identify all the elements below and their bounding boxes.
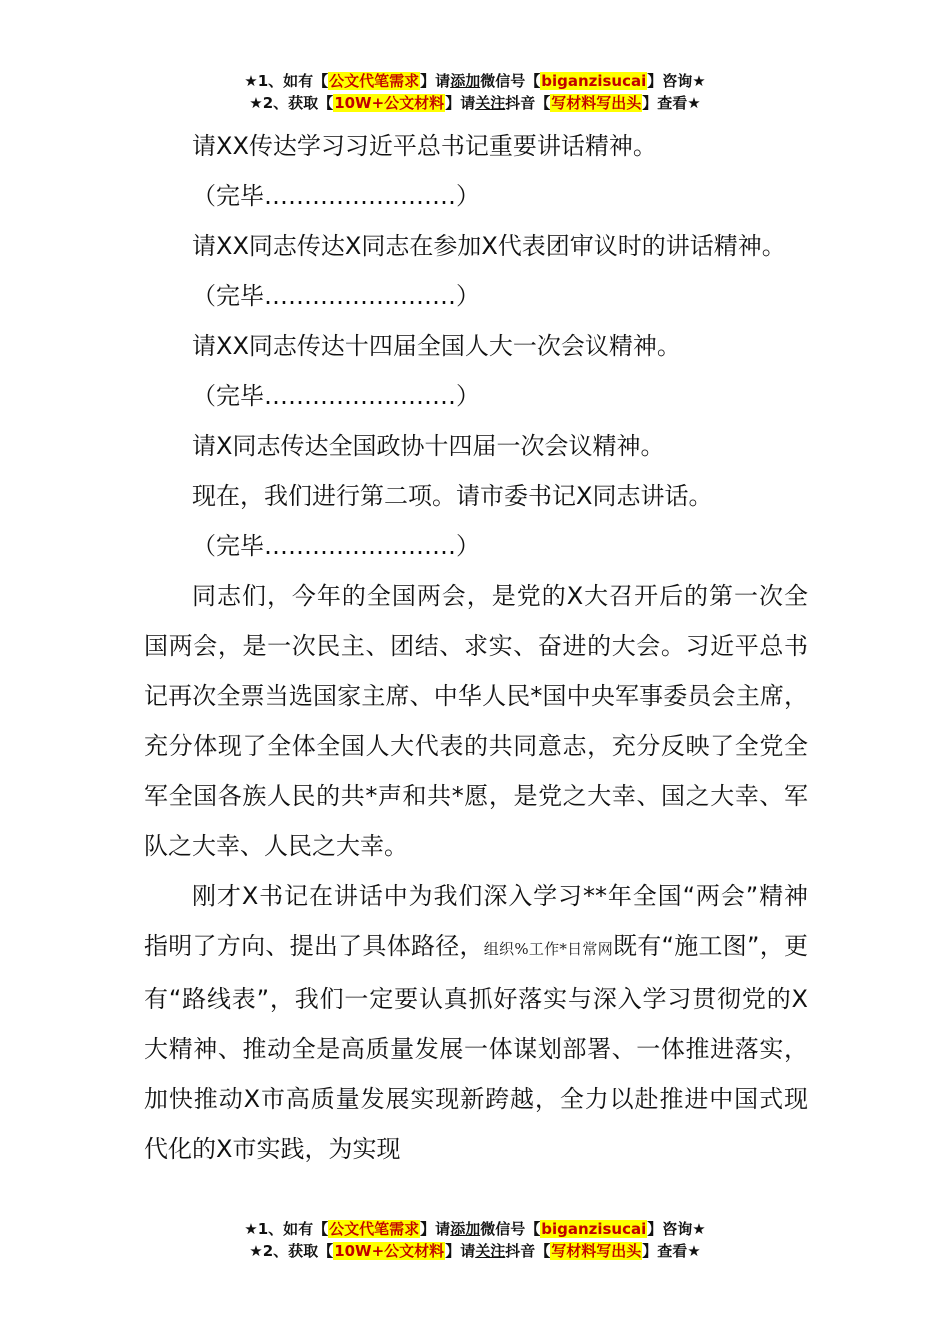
banner-line-1 [0, 70, 950, 92]
highlight-tag: 10W+公文材料 [334, 1242, 445, 1260]
paragraph: 请XX传达学习习近平总书记重要讲话精神。 [192, 132, 657, 160]
paragraph [144, 871, 808, 1174]
banner-text: 】请 [420, 1220, 451, 1238]
banner-text: 】请 [445, 1242, 476, 1260]
wechat-id-tag: biganzisucai [541, 72, 647, 90]
banner-text: 】查看★ [642, 94, 701, 112]
document-body [144, 121, 808, 1174]
banner-text: 微信号【 [480, 1220, 541, 1238]
banner-text: ★1、如有【 [244, 72, 329, 90]
wechat-id-tag: biganzisucai [541, 1220, 647, 1238]
banner-text: ★2、获取【 [249, 1242, 334, 1260]
banner-text: ★1、如有【 [244, 1220, 329, 1238]
banner-line-1 [0, 1218, 950, 1240]
paragraph: （完毕……………………） [192, 182, 480, 210]
inline-watermark-text: 组织%工作*日常网 [483, 940, 613, 958]
banner-text: 】请 [420, 72, 451, 90]
banner-text: 】咨询★ [647, 1220, 706, 1238]
banner-text: 】查看★ [642, 1242, 701, 1260]
paragraph: 请XX同志传达十四届全国人大一次会议精神。 [192, 332, 681, 360]
paragraph: （完毕……………………） [192, 532, 480, 560]
highlight-tag: 10W+公文材料 [334, 94, 445, 112]
banner-underlined-text: 关注 [475, 94, 506, 112]
paragraph-text: 刚才X书记在讲话中为我们深入学习**年全国“两会”精神指明了方向、提出了具体路径， [144, 882, 808, 960]
paragraph: （完毕……………………） [192, 282, 480, 310]
douyin-account-tag: 写材料写出头 [551, 1242, 642, 1260]
banner-text: 抖音【 [505, 1242, 551, 1260]
paragraph: 同志们，今年的全国两会，是党的X大召开后的第一次全国两会，是一次民主、团结、求实、奋进的大会。习近平总书记再次全票当选国家主席、中华人民*国中央军事委员会主席，充分体现了全体全国人大代表的共同意志，充分反映了全党全军全国各族人民的共*声和共*愿，是党之大幸、国之大幸、军队之大幸、人民之大幸。 [144, 582, 808, 860]
banner-text: 微信号【 [480, 72, 541, 90]
banner-line-2 [0, 1240, 950, 1262]
banner-underlined-text: 添加 [450, 72, 481, 90]
banner-underlined-text: 添加 [450, 1220, 481, 1238]
highlight-tag: 公文代笔需求 [329, 72, 420, 90]
banner-line-2 [0, 92, 950, 114]
banner-text: 】咨询★ [647, 72, 706, 90]
paragraph: 请X同志传达全国政协十四届一次会议精神。 [192, 432, 665, 460]
paragraph: 请XX同志传达X同志在参加X代表团审议时的讲话精神。 [192, 232, 786, 260]
highlight-tag: 公文代笔需求 [329, 1220, 420, 1238]
banner-text: 】请 [445, 94, 476, 112]
header-banner [0, 70, 950, 114]
paragraph-text: 既有“施工图”，更有“路线表”，我们一定要认真抓好落实与深入学习贯彻党的X大精神、推动全是高质量发展一体谋划部署、一体推进落实，加快推动X市高质量发展实现新跨越，全力以赴推进中国式现代化的X市实践，为实现 [144, 932, 808, 1163]
banner-text: 抖音【 [505, 94, 551, 112]
paragraph: 现在，我们进行第二项。请市委书记X同志讲话。 [192, 482, 713, 510]
paragraph: （完毕……………………） [192, 382, 480, 410]
banner-text: ★2、获取【 [249, 94, 334, 112]
footer-banner [0, 1218, 950, 1262]
banner-underlined-text: 关注 [475, 1242, 506, 1260]
douyin-account-tag: 写材料写出头 [551, 94, 642, 112]
